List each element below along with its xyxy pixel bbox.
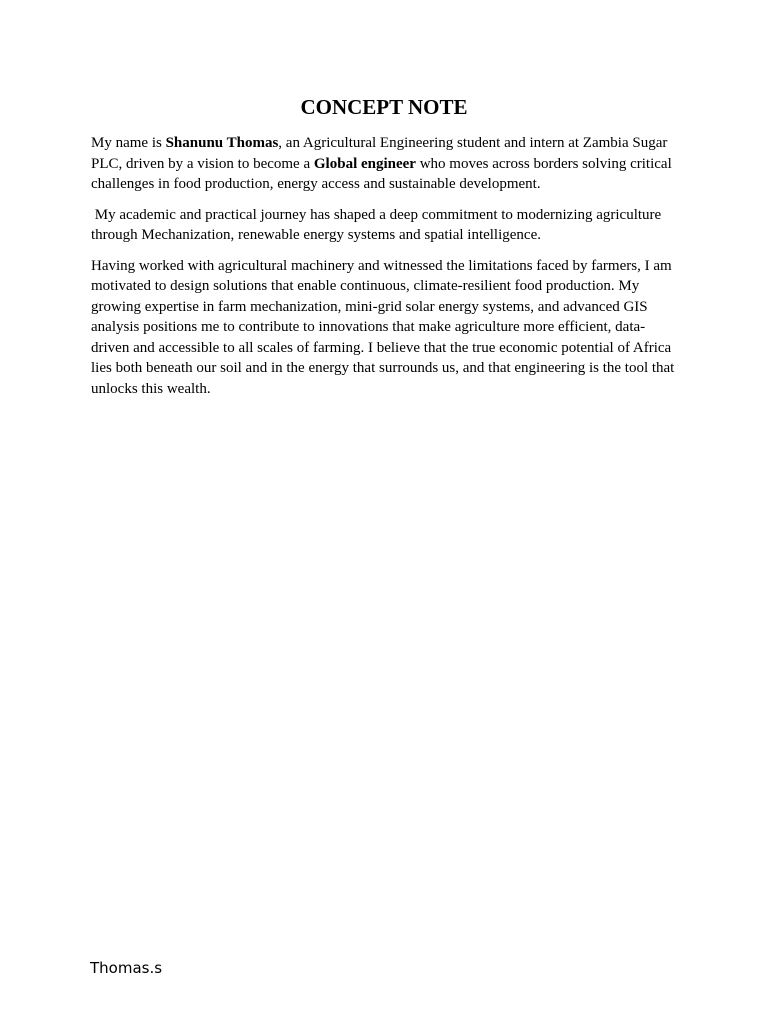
paragraph-experience: Having worked with agricultural machinery and witnessed the limitations faced by farmers, I am motivated to design solutions that enable continuous, climate-resilient food production. My growing expertise in farm mechanization, mini-grid solar energy systems, and advanced GIS analysis positions me to contribute to innovations that make agriculture more efficient, data-driven and accessible to all scales of farming. I believe that the true economic potential of Africa lies both beneath our soil and in the energy that surrounds us, and that engineering is the tool that unlocks this wealth.	[91, 257, 675, 397]
global-engineer-emphasis: Global engineer	[313, 155, 416, 172]
footer-signature: Thomas.s	[90, 959, 163, 977]
intro-prefix-text: My name is	[91, 135, 166, 151]
intro-suffix-text: who moves across borders solving critical challenges in food production, energy access and sustainable development.	[91, 155, 672, 192]
document-title: CONCEPT NOTE	[300, 95, 468, 119]
intro-middle-text: , an Agricultural Engineering student and intern at Zambia Sugar PLC, driven by a vision to become a	[91, 135, 668, 172]
document-body	[91, 133, 681, 409]
paragraph-introduction	[91, 133, 681, 195]
paragraph-academic-journey: My academic and practical journey has shaped a deep commitment to modernizing agriculture through Mechanization, renewable energy systems and spatial intelligence.	[91, 206, 662, 243]
author-name: Shanunu Thomas	[165, 135, 279, 151]
